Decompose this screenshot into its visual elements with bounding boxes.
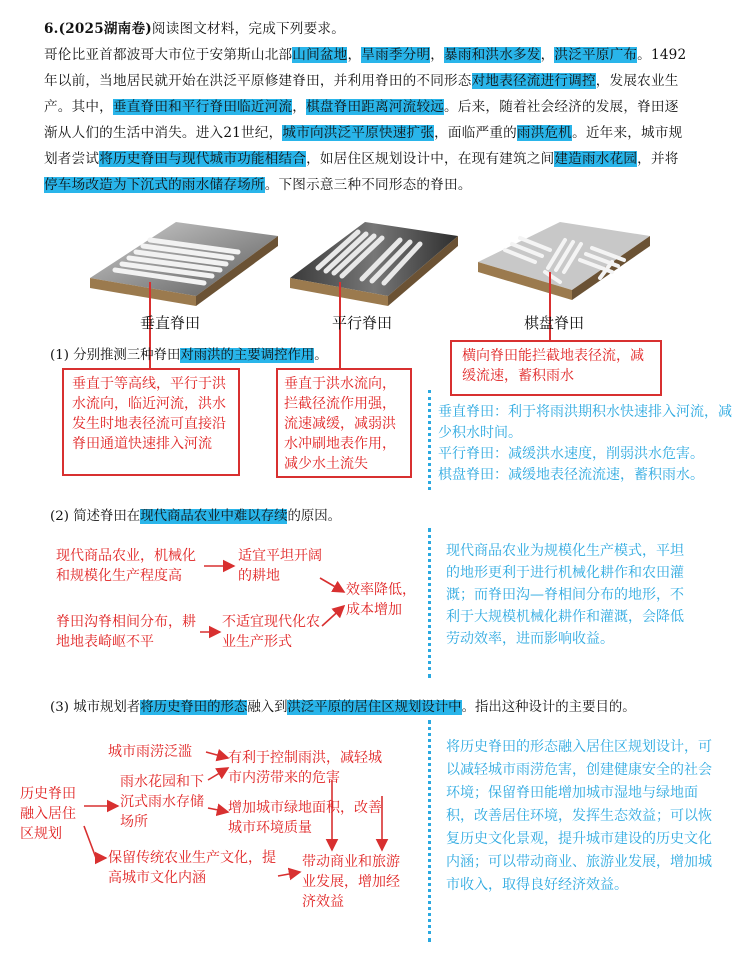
q1-note-parallel: 垂直于洪水流向，拦截径流作用强，流速减缓，减弱洪水冲刷地表作用，减少水土流失 bbox=[276, 368, 412, 478]
q2-answer: 现代商品农业为规模化生产模式，平坦的地形更利于进行机械化耕作和农田灌溉；而脊田沟—脊相间分布的地形，不利于大规模机械化耕作和灌溉，会降低劳动效率，进而影响收益。 bbox=[446, 543, 684, 647]
highlight: 建造雨水花园 bbox=[554, 151, 638, 167]
q2-note-ridges: 脊田沟脊相间分布，耕地地表崎岖不平 bbox=[56, 614, 196, 650]
highlight: 对雨洪的主要调控作用 bbox=[180, 348, 315, 363]
question-number: 6. bbox=[44, 21, 59, 37]
question-source: (2025湖南卷) bbox=[58, 21, 152, 37]
q2-note-flat-land: 适宜平坦开阔的耕地 bbox=[238, 548, 322, 584]
text-segment: (3) 城市规划者 bbox=[50, 700, 141, 715]
q2-note-unsuitable: 不适宜现代化农业生产形式 bbox=[222, 614, 320, 650]
text-segment: (1) 分别推测三种脊田 bbox=[50, 348, 181, 363]
text-segment: 渐从人们的生活中消失。进入21世纪， bbox=[44, 125, 283, 141]
text-segment: 产。其中， bbox=[44, 99, 113, 115]
highlight: 旱雨季分明 bbox=[361, 47, 431, 63]
highlight: 洪泛平原广布 bbox=[554, 47, 638, 63]
q1-note-vertical: 垂直于等高线，平行于洪水流向，临近河流，洪水发生时地表径流可直接沿脊田通道快速排入河流 bbox=[62, 368, 240, 476]
q3-note-root: 历史脊田融入居住区规划 bbox=[20, 786, 76, 842]
q2-note-efficiency: 效率降低，成本增加 bbox=[346, 582, 416, 618]
text-segment: 年以前，当地居民就开始在洪泛平原修建脊田，并利用脊田的不同形态 bbox=[44, 73, 472, 89]
text-segment: ， bbox=[347, 47, 362, 63]
q3-note-culture: 保留传统农业生产文化，提高城市文化内涵 bbox=[108, 850, 276, 886]
text-segment: ，发展农业生 bbox=[595, 73, 679, 89]
q3-note-flood: 城市雨涝泛滥 bbox=[108, 744, 192, 760]
highlight: 棋盘脊田距离河流较远 bbox=[306, 99, 445, 115]
q3-note-green: 增加城市绿地面积，改善城市环境质量 bbox=[228, 800, 382, 836]
highlight: 暴雨和洪水多发 bbox=[444, 47, 541, 63]
highlight: 停车场改造为下沉式的雨水储存场所 bbox=[44, 177, 265, 193]
q3-divider bbox=[428, 720, 431, 942]
text-segment: 的原因。 bbox=[287, 509, 342, 524]
text-segment: 。后来，随着社会经济的发展，脊田逐 bbox=[444, 99, 679, 115]
text-segment: 融入到 bbox=[247, 700, 288, 715]
q1-answer-line: 平行脊田：减缓洪水速度，削弱洪水危害。 bbox=[438, 446, 704, 462]
text-segment: 。近年来，城市规 bbox=[572, 125, 683, 141]
highlight: 洪泛平原的居住区规划设计中 bbox=[287, 700, 462, 715]
q3-note-control: 有利于控制雨洪，减轻城市内涝带来的危害 bbox=[228, 750, 382, 786]
text-segment: 哥伦比亚首都波哥大市位于安第斯山北部 bbox=[44, 47, 293, 63]
q1-note-checkerboard: 横向脊田能拦截地表径流，减缓流速，蓄积雨水 bbox=[450, 340, 662, 396]
label-vertical: 垂直脊田 bbox=[140, 314, 201, 332]
text-segment: ， bbox=[430, 47, 445, 63]
highlight: 将历史脊田的形态 bbox=[140, 700, 248, 715]
highlight: 对地表径流进行调控 bbox=[471, 73, 596, 89]
q1-answer-line: 垂直脊田：利于将雨洪期积水快速排入河流，减少积水时间。 bbox=[438, 404, 732, 441]
q3-note-economy: 带动商业和旅游业发展，增加经济效益 bbox=[302, 854, 400, 910]
text-segment: ， bbox=[292, 99, 307, 115]
q1-answer-line: 棋盘脊田：减缓地表径流流速，蓄积雨水。 bbox=[438, 467, 704, 483]
highlight: 山间盆地 bbox=[292, 47, 348, 63]
text-segment: 。 bbox=[314, 348, 328, 363]
text-segment: 。指出这种设计的主要目的。 bbox=[461, 700, 636, 715]
highlight: 雨洪危机 bbox=[516, 125, 573, 141]
highlight: 垂直脊田和平行脊田临近河流 bbox=[112, 99, 293, 115]
text-segment: 划者尝试 bbox=[44, 151, 100, 167]
q2-note-commercial: 现代商品农业，机械化和规模化生产程度高 bbox=[56, 548, 196, 584]
text-segment: 。下图示意三种不同形态的脊田。 bbox=[264, 177, 472, 193]
question-instruction: 阅读图文材料，完成下列要求。 bbox=[151, 21, 345, 37]
text-segment: 。1492 bbox=[637, 47, 687, 63]
highlight: 城市向洪泛平原快速扩张 bbox=[282, 125, 435, 141]
q3-answer: 将历史脊田的形态融入居住区规划设计，可以减轻城市雨涝危害，创建健康安全的社会环境；保留脊田能增加城市湿地与绿地面积，改善居住环境，发挥生态效益；可以恢复历史文化景观，提升城市建设的历史文化内涵；可以带动商业、旅游业发展，增加城市收入，取得良好经济效益。 bbox=[446, 739, 712, 893]
text-segment: ，并将 bbox=[637, 151, 679, 167]
label-checkerboard: 棋盘脊田 bbox=[524, 314, 585, 332]
text-segment: ，面临严重的 bbox=[434, 125, 517, 141]
highlight: 将历史脊田与现代城市功能相结合 bbox=[99, 151, 307, 167]
highlight: 现代商品农业中难以存续 bbox=[140, 509, 288, 524]
text-segment: (2) 简述脊田在 bbox=[50, 509, 141, 524]
text-segment: ， bbox=[540, 47, 555, 63]
text-segment: ，如居住区规划设计中，在现有建筑之间 bbox=[306, 151, 555, 167]
q3-note-garden: 雨水花园和下沉式雨水存储场所 bbox=[120, 774, 204, 830]
label-parallel: 平行脊田 bbox=[332, 314, 393, 332]
